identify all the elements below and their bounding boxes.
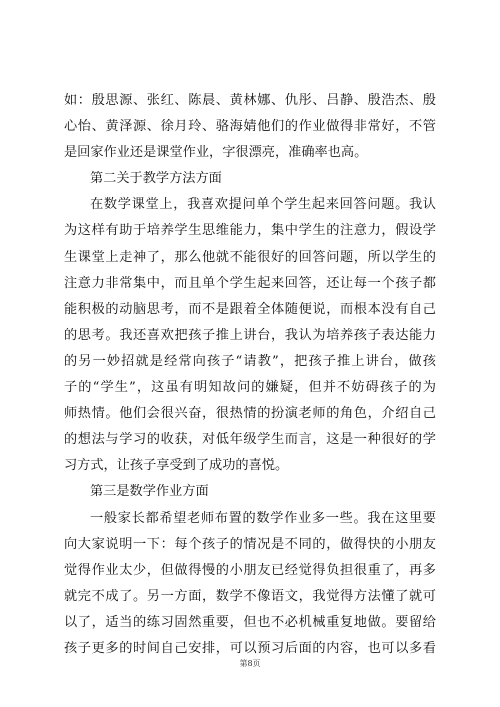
- section-heading-homework: 第三是数学作业方面: [90, 484, 209, 500]
- text-line: 的想法与学习的收获，对低年级学生而言，这是一种很好的学: [64, 432, 436, 448]
- text-line: 习方式，让孩子享受到了成功的喜悦。: [64, 458, 289, 474]
- text-line: 如：殷思源、张红、陈晨、黄林娜、仇彤、吕静、殷浩杰、殷: [64, 93, 436, 108]
- text-line: 在数学课堂上，我喜欢提问单个学生起来回答问题。我认: [90, 197, 436, 213]
- text-line: 子的“学生”，这虽有明知故问的嫌疑，但并不妨碍孩子的为: [64, 380, 436, 396]
- text-line: 师热情。他们会很兴奋，很热情的扮演老师的角色，介绍自己: [64, 406, 436, 422]
- text-line: 的思考。我还喜欢把孩子推上讲台，我认为培养孩子表达能力: [64, 327, 436, 343]
- text-line: 向大家说明一下：每个孩子的情况是不同的，做得快的小朋友: [64, 536, 436, 552]
- page-number: 第8页: [239, 659, 261, 668]
- text-line: 注意力非常集中，而且单个学生起来回答，还让每一个孩子都: [64, 275, 436, 291]
- text-line: 是回家作业还是课堂作业，字很漂亮，准确率也高。: [64, 145, 368, 161]
- document-body: [64, 88, 436, 662]
- text-line: 以了，适当的练习固然重要，但也不必机械重复地做。要留给: [64, 614, 436, 630]
- text-line: 就完不成了。另一方面，数学不像语文，我觉得方法懂了就可: [64, 588, 436, 604]
- text-line: 为这样有助于培养学生思维能力，集中学生的注意力，假设学: [64, 223, 436, 239]
- text-line: 的另一妙招就是经常向孩子“请教”，把孩子推上讲台，做孩: [64, 353, 436, 369]
- text-line: 觉得作业太少，但做得慢的小朋友已经觉得负担很重了，再多: [64, 562, 436, 578]
- text-line: 能积极的动脑思考，而不是跟着全体随便说，而根本没有自己: [64, 301, 436, 317]
- text-line: 心怡、黄泽源、徐月玲、骆海婧他们的作业做得非常好，不管: [64, 119, 436, 135]
- section-heading-teaching-method: 第二关于教学方法方面: [90, 171, 222, 187]
- text-line: 生课堂上走神了，那么他就不能很好的回答问题，所以学生的: [64, 249, 436, 265]
- text-line: 孩子更多的时间自己安排，可以预习后面的内容，也可以多看: [64, 640, 436, 656]
- text-line: 一般家长都希望老师布置的数学作业多一些。我在这里要: [90, 510, 436, 526]
